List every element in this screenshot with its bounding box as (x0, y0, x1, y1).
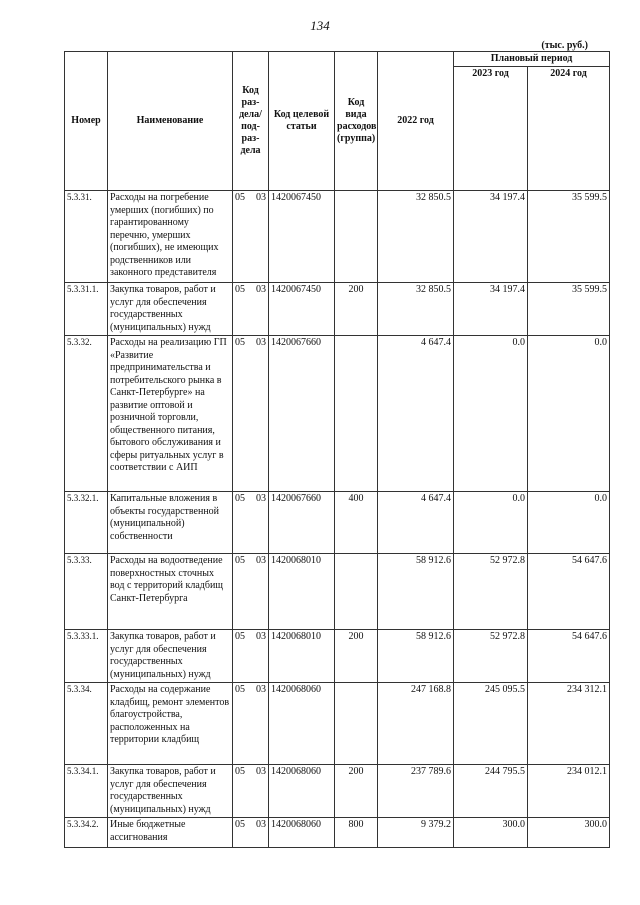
row-value-2022: 4 647.4 (378, 492, 454, 554)
row-section-code: 05 (233, 683, 251, 765)
table-row (65, 765, 610, 818)
row-name: Закупка товаров, работ и услуг для обеспечения государственных (муниципальных) нужд (108, 765, 233, 818)
row-value-2022: 58 912.6 (378, 630, 454, 683)
row-expense-kind (335, 191, 378, 283)
row-value-2024: 234 312.1 (528, 683, 610, 765)
row-subsection-code: 03 (251, 818, 269, 848)
row-value-2022: 58 912.6 (378, 554, 454, 630)
row-section-code: 05 (233, 554, 251, 630)
row-subsection-code: 03 (251, 191, 269, 283)
row-value-2023: 34 197.4 (454, 191, 528, 283)
row-value-2023: 0.0 (454, 492, 528, 554)
table-row (65, 683, 610, 765)
row-value-2023: 52 972.8 (454, 554, 528, 630)
row-target-code: 1420068060 (269, 765, 335, 818)
table-row (65, 283, 610, 336)
row-section-code: 05 (233, 765, 251, 818)
row-value-2022: 247 168.8 (378, 683, 454, 765)
row-target-code: 1420067660 (269, 492, 335, 554)
row-value-2024: 300.0 (528, 818, 610, 848)
row-name: Расходы на погребение умерших (погибших) по гарантированному перечню, умерших (погибших), не имеющих родственников или законного представителя (108, 191, 233, 283)
table-row (65, 492, 610, 554)
row-name: Закупка товаров, работ и услуг для обеспечения государственных (муниципальных) нужд (108, 630, 233, 683)
row-target-code: 1420067450 (269, 191, 335, 283)
table-row (65, 554, 610, 630)
budget-table (64, 51, 610, 848)
row-expense-kind: 200 (335, 283, 378, 336)
header-planned-period: Плановый период (454, 52, 610, 67)
row-section-code: 05 (233, 818, 251, 848)
row-subsection-code: 03 (251, 492, 269, 554)
row-value-2024: 54 647.6 (528, 554, 610, 630)
row-value-2022: 237 789.6 (378, 765, 454, 818)
row-section-code: 05 (233, 283, 251, 336)
row-target-code: 1420068060 (269, 818, 335, 848)
row-section-code: 05 (233, 336, 251, 492)
row-value-2024: 0.0 (528, 492, 610, 554)
row-name: Расходы на содержание кладбищ, ремонт элементов благоустройства, расположенных на территории кладбищ (108, 683, 233, 765)
row-subsection-code: 03 (251, 336, 269, 492)
row-subsection-code: 03 (251, 765, 269, 818)
header-expense-kind: Код вида расходов (группа) (335, 52, 378, 191)
row-number: 5.3.33. (65, 554, 108, 630)
row-target-code: 1420068010 (269, 554, 335, 630)
row-name: Иные бюджетные ассигнования (108, 818, 233, 848)
row-target-code: 1420067660 (269, 336, 335, 492)
row-expense-kind (335, 683, 378, 765)
row-subsection-code: 03 (251, 630, 269, 683)
row-number: 5.3.31. (65, 191, 108, 283)
row-expense-kind: 800 (335, 818, 378, 848)
table-row (65, 191, 610, 283)
row-expense-kind: 200 (335, 765, 378, 818)
row-value-2023: 0.0 (454, 336, 528, 492)
row-value-2023: 244 795.5 (454, 765, 528, 818)
row-subsection-code: 03 (251, 554, 269, 630)
row-value-2024: 35 599.5 (528, 191, 610, 283)
row-section-code: 05 (233, 492, 251, 554)
row-value-2024: 35 599.5 (528, 283, 610, 336)
row-subsection-code: 03 (251, 283, 269, 336)
row-value-2022: 32 850.5 (378, 283, 454, 336)
row-value-2022: 9 379.2 (378, 818, 454, 848)
row-number: 5.3.32.1. (65, 492, 108, 554)
row-value-2023: 300.0 (454, 818, 528, 848)
header-year-2024: 2024 год (528, 67, 610, 191)
row-number: 5.3.31.1. (65, 283, 108, 336)
row-value-2022: 32 850.5 (378, 191, 454, 283)
row-value-2022: 4 647.4 (378, 336, 454, 492)
table-row (65, 336, 610, 492)
row-section-code: 05 (233, 630, 251, 683)
row-value-2023: 52 972.8 (454, 630, 528, 683)
row-target-code: 1420067450 (269, 283, 335, 336)
row-value-2023: 245 095.5 (454, 683, 528, 765)
row-section-code: 05 (233, 191, 251, 283)
row-name: Закупка товаров, работ и услуг для обеспечения государственных (муниципальных) нужд (108, 283, 233, 336)
table-row (65, 630, 610, 683)
row-value-2024: 234 012.1 (528, 765, 610, 818)
row-number: 5.3.34.1. (65, 765, 108, 818)
header-name: Наименование (108, 52, 233, 191)
header-number: Номер (65, 52, 108, 191)
page-number: 134 (310, 18, 330, 33)
row-number: 5.3.34.2. (65, 818, 108, 848)
row-name: Расходы на реализацию ГП «Развитие предпринимательства и потребительского рынка в Санкт-Петербурге» на развитие оптовой и розничной торговли, общественного питания, бытового обслуживания и сферы ритуальных услуг в соответствии с АИП (108, 336, 233, 492)
header-year-2022: 2022 год (378, 52, 454, 191)
row-target-code: 1420068060 (269, 683, 335, 765)
row-number: 5.3.34. (65, 683, 108, 765)
table-body (65, 191, 610, 848)
row-value-2024: 0.0 (528, 336, 610, 492)
row-number: 5.3.33.1. (65, 630, 108, 683)
units-label: (тыс. руб.) (541, 40, 588, 51)
header-section-code: Код раз-дела/ под-раз-дела (233, 52, 269, 191)
row-expense-kind (335, 554, 378, 630)
row-expense-kind (335, 336, 378, 492)
row-number: 5.3.32. (65, 336, 108, 492)
row-value-2024: 54 647.6 (528, 630, 610, 683)
table-row (65, 818, 610, 848)
header-target-code: Код целевой статьи (269, 52, 335, 191)
row-name: Расходы на водоотведение поверхностных сточных вод с территорий кладбищ Санкт-Петербурга (108, 554, 233, 630)
row-name: Капитальные вложения в объекты государственной (муниципальной) собственности (108, 492, 233, 554)
row-target-code: 1420068010 (269, 630, 335, 683)
row-expense-kind: 400 (335, 492, 378, 554)
row-subsection-code: 03 (251, 683, 269, 765)
row-value-2023: 34 197.4 (454, 283, 528, 336)
header-year-2023: 2023 год (454, 67, 528, 191)
row-expense-kind: 200 (335, 630, 378, 683)
